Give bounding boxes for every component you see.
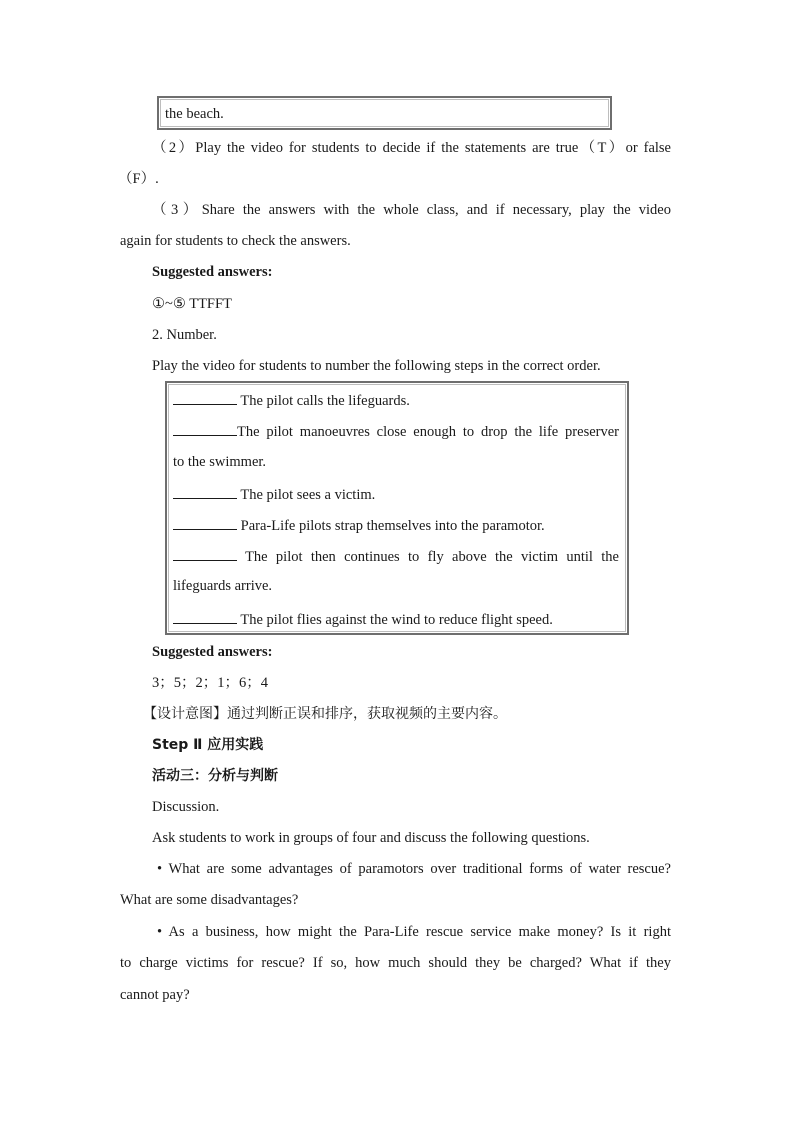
number-task-instruction: Play the video for students to number the following steps in the correct order. — [152, 358, 601, 374]
suggested-answers-heading-2: Suggested answers: — [152, 644, 273, 660]
question2-line1: • As a business, how might the Para-Life rescue service make money? Is it right — [157, 924, 671, 940]
suggested-answers-2: 3；5；2；1；6；4 — [152, 675, 268, 691]
ordering-item-2-cont: to the swimmer. — [173, 454, 267, 470]
design-intent: 【设计意图】通过判断正误和排序，获取视频的主要内容。 — [143, 706, 507, 722]
ordering-item-5-cont: lifeguards arrive. — [173, 578, 273, 594]
ordering-item-5 — [173, 546, 619, 566]
ordering-item-text: The pilot calls the lifeguards. — [240, 393, 410, 409]
ordering-item-text: The pilot manoeuvres close enough to drop the life preserver — [237, 424, 619, 440]
question1-line2: What are some disadvantages? — [120, 892, 299, 908]
ordering-item-1 — [173, 390, 410, 410]
ordering-item-text: Para-Life pilots strap themselves into the paramotor. — [240, 518, 545, 534]
activity3-heading: 活动三：分析与判断 — [152, 768, 278, 784]
suggested-answers-heading-1: Suggested answers: — [152, 264, 273, 280]
number-task-heading: 2. Number. — [152, 327, 217, 343]
step2-heading: Step Ⅱ 应用实践 — [152, 737, 264, 753]
ordering-item-2 — [173, 421, 619, 441]
step3-line1: （3）Share the answers with the whole class, and if necessary, play the video — [152, 202, 671, 218]
ordering-item-4 — [173, 515, 545, 535]
question1-line1: • What are some advantages of paramotors over traditional forms of water rescue? — [157, 861, 671, 877]
ordering-item-text: The pilot then continues to fly above the victim until the — [245, 549, 619, 565]
step3-line2: again for students to check the answers. — [120, 233, 351, 249]
answer-blank[interactable] — [173, 609, 237, 624]
ordering-item-6 — [173, 609, 553, 629]
ordering-item-3 — [173, 484, 375, 504]
intro-box-text: the beach. — [165, 106, 224, 122]
ordering-item-text: The pilot flies against the wind to reduce flight speed. — [240, 612, 553, 628]
answer-blank[interactable] — [173, 515, 237, 530]
answer-blank[interactable] — [173, 421, 237, 436]
suggested-answers-1: ①~⑤ TTFFT — [152, 296, 232, 312]
discussion-title: Discussion. — [152, 799, 220, 815]
step2-line1: （2）Play the video for students to decide if the statements are true（T）or false — [152, 140, 671, 156]
ordering-box — [165, 381, 629, 635]
answer-blank[interactable] — [173, 546, 237, 561]
question2-line2: to charge victims for rescue? If so, how much should they be charged? What if they — [120, 955, 671, 971]
discussion-instruction: Ask students to work in groups of four and discuss the following questions. — [152, 830, 590, 846]
question2-line3: cannot pay? — [120, 987, 190, 1003]
answer-blank[interactable] — [173, 484, 237, 499]
answer-blank[interactable] — [173, 390, 237, 405]
step2-line2: （F）. — [118, 171, 159, 187]
intro-text-box — [157, 96, 612, 130]
ordering-item-text: The pilot sees a victim. — [240, 487, 376, 503]
